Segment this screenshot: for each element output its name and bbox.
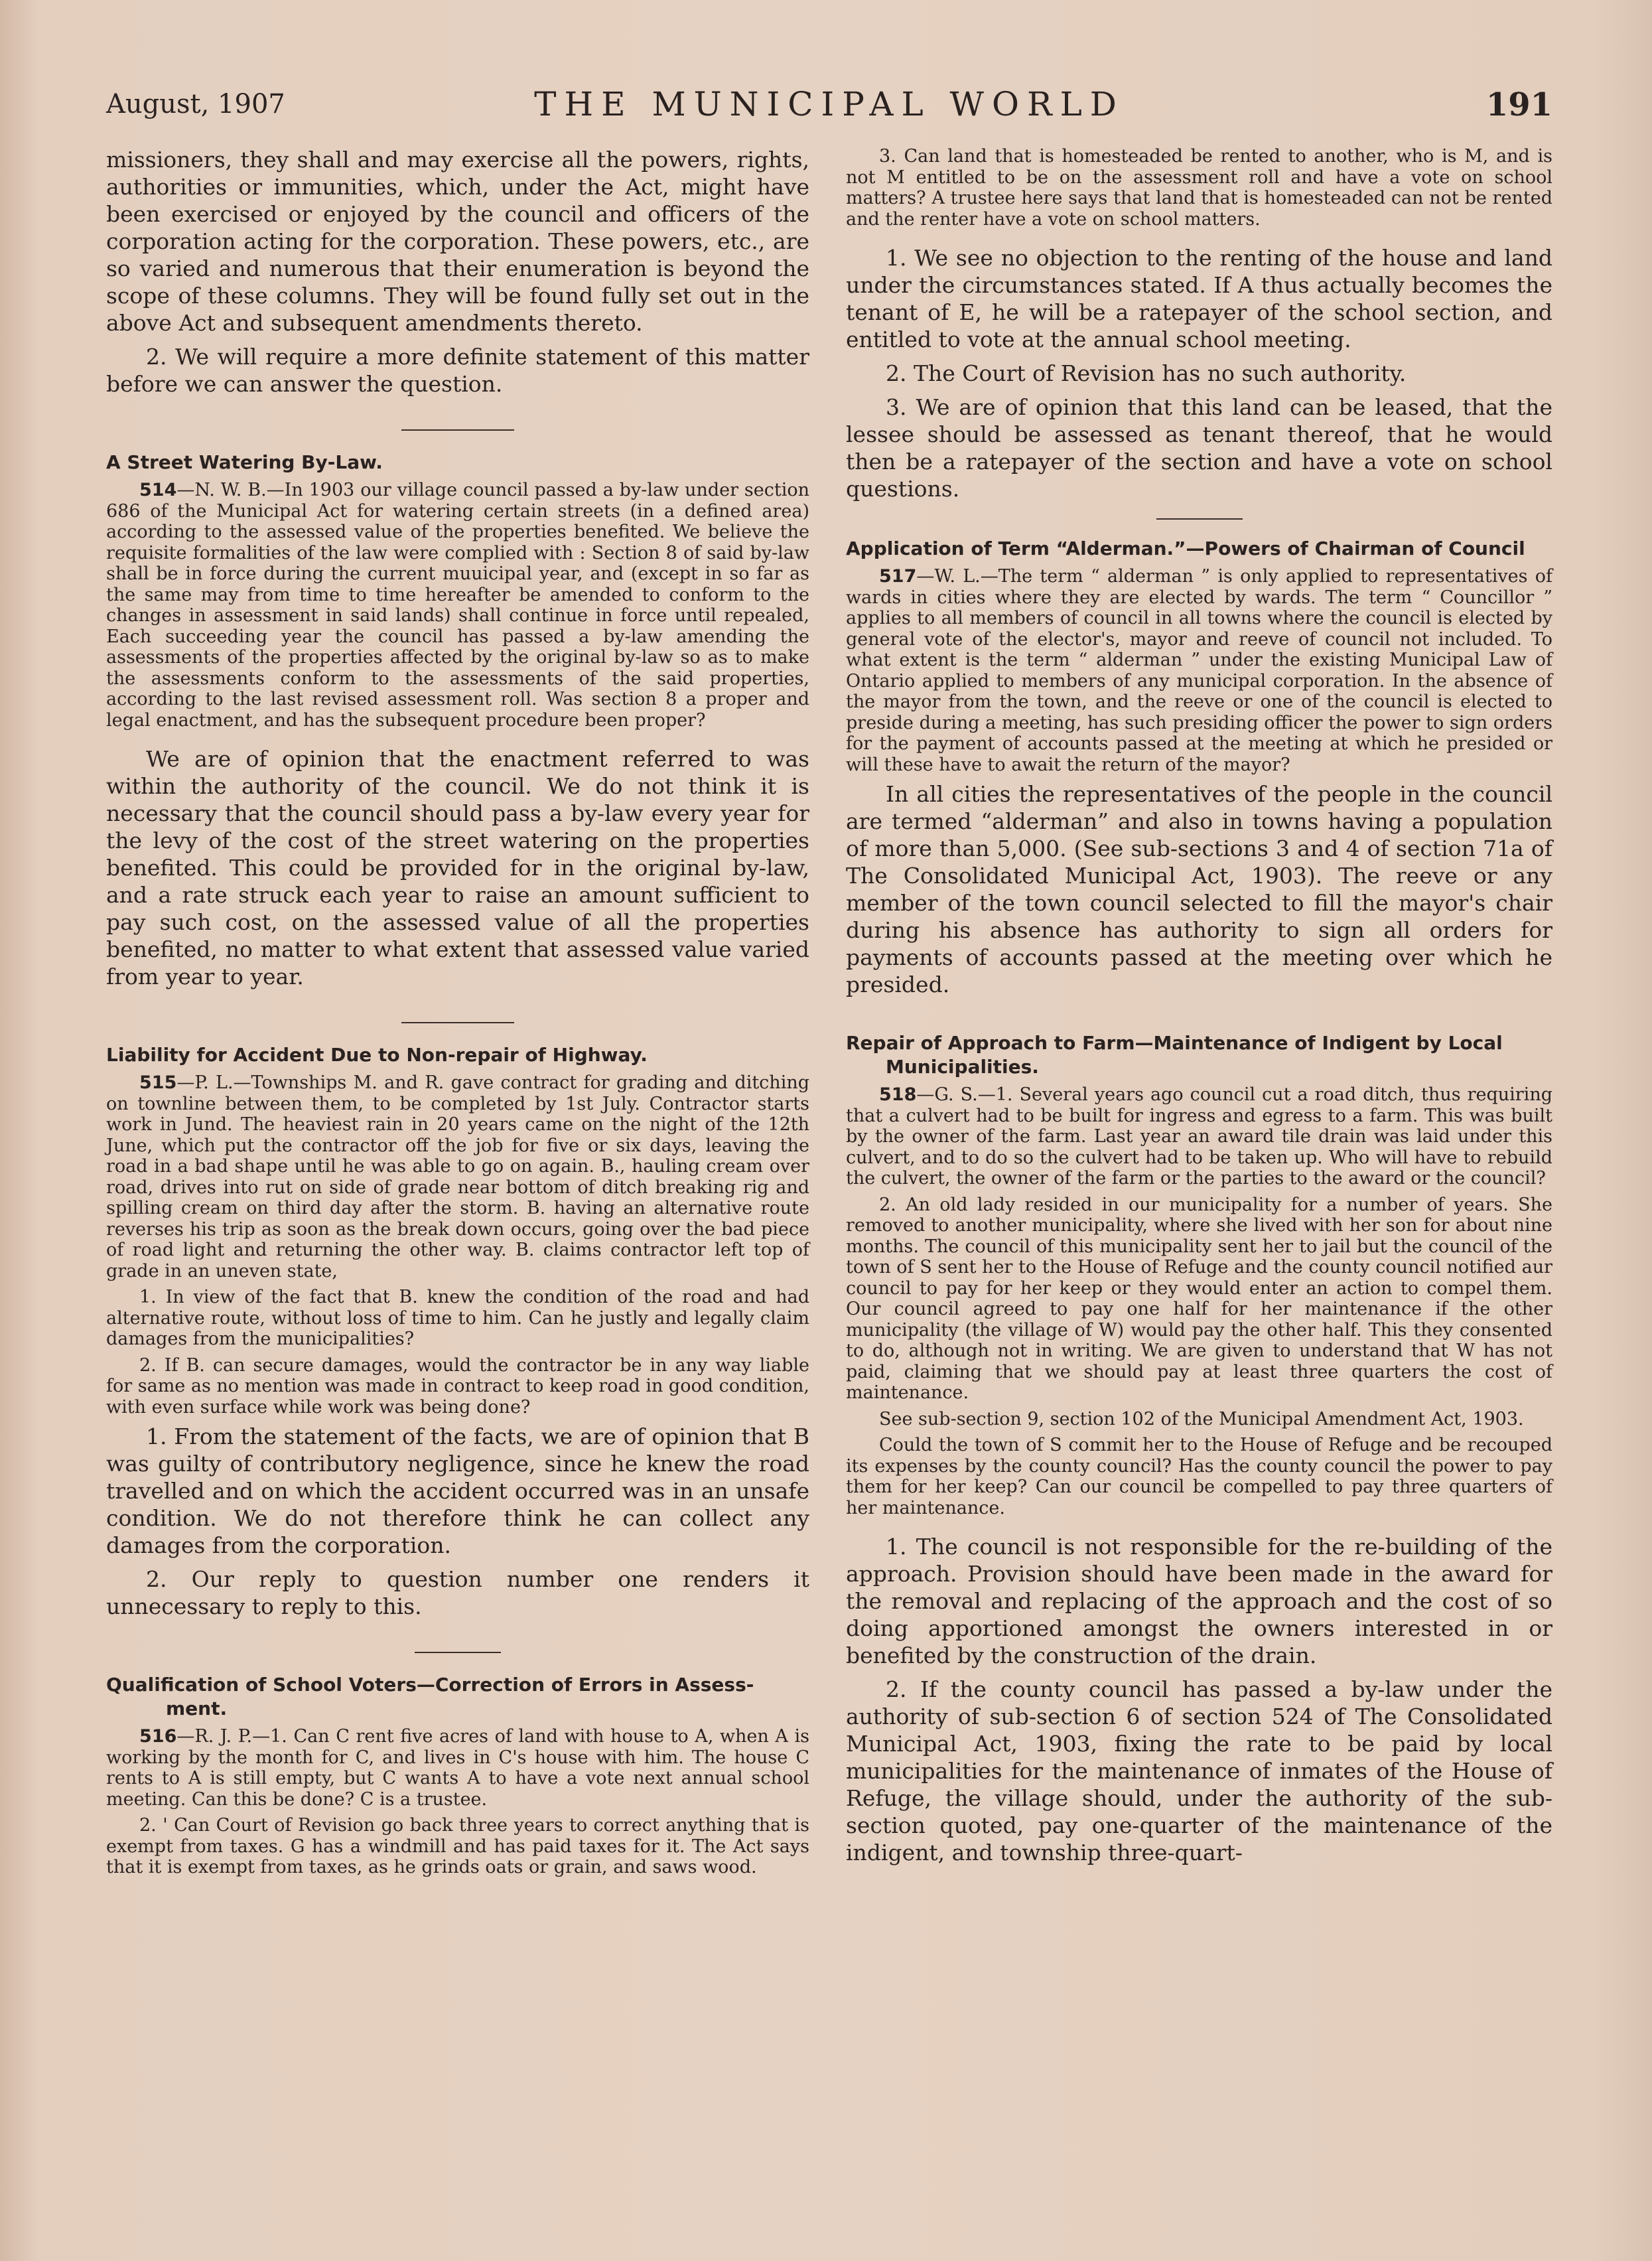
question-text: —R. J. P.—1. Can C rent five acres of land with house to A, when A is working by the month for C, and lives in C's house with him. The house C rents to A is still empty, but C wants A to have a vote next annual school meeting. Can this be done? C is a trustee. — [106, 1726, 809, 1810]
answer-518-part-2: 2. If the county council has passed a by-law under the authority of sub-section 6 of section 524 of The Consolidated Municipal Act, 1903, fixing the rate to be paid by local municipalities for the maintenance of inmates of the House of Refuge, the village should, under the authority of the sub-section quoted, pay one-quarter of the maintenance of the indigent, and township three-quart- — [846, 1676, 1552, 1865]
continued-paragraph: missioners, they shall and may exercise all the powers, rights, authorities or immunities, which, under the Act, might have been exercised or enjoyed by the council and officers of the corporation acting for the corporation. These powers, etc., are so varied and numerous that their enumeration is beyond the scope of these columns. They will be found fully set out in the above Act and subsequent amendments thereto. — [106, 147, 809, 336]
question-heading-514: A Street Watering By-Law. — [106, 451, 383, 473]
question-text: —P. L.—Townships M. and R. gave contract for grading and ditching on townline between them, to be completed by 1st July. Contractor starts work in Jund. The heaviest rain in 20 years came on the night of the 12th June, which put the contractor off the job for five or six days, leaving the road in a bad shape until he was able to go on again. B., hauling cream over road, drives into rut on side of grade near bottom of ditch breaking rig and spilling cream on third day after the storm. B. having an alternative route reverses his trip as soon as the break down occurs, going over the bad piece of road light and returning the other way. B. claims contractor left top of grade in an uneven state, — [106, 1072, 809, 1281]
question-515-part-1: 1. In view of the fact that B. knew the condition of the road and had alternative route, without loss of time to him. Can he justly and legally claim damages from the municipalities? — [106, 1287, 809, 1349]
question-516 — [106, 1726, 809, 1810]
question-heading-517: Application of Term “Alderman.”—Powers of Chairman of Council — [846, 538, 1525, 559]
question-number: 517 — [879, 566, 917, 587]
question-number: 516 — [139, 1726, 177, 1747]
question-heading-516 — [106, 1673, 809, 1721]
right-column — [846, 146, 1552, 1873]
heading-line: ment. — [166, 1698, 228, 1719]
answer-516-part-1: 1. We see no objection to the renting of the house and land under the circumstances stated. If A thus actually becomes the tenant of E, he will be a ratepayer of the school section, and entitled to vote at the annual school meeting. — [846, 245, 1552, 352]
publication-title: THE MUNICIPAL WORLD — [534, 85, 1125, 123]
heading-line: Repair of Approach to Farm—Maintenance of Indigent by Local — [846, 1032, 1503, 1054]
question-number: 514 — [139, 480, 177, 500]
heading-line: Municipalities. — [886, 1056, 1039, 1078]
section-divider — [401, 429, 514, 431]
question-518-reference: See sub-section 9, section 102 of the Municipal Amendment Act, 1903. — [879, 1408, 1524, 1429]
answer-516-part-3: 3. We are of opinion that this land can be leased, that the lessee should be assessed as tenant thereof, that he would then be a ratepayer of the section and have a vote on school questions. — [846, 394, 1552, 502]
section-divider — [1156, 518, 1243, 520]
question-516-part-3: 3. Can land that is homesteaded be rented to another, who is M, and is not M entitled to be on the assessment roll and have a vote on school matters? A trustee here says that land that is homesteaded can not be rented and the renter have a vote on school matters. — [846, 146, 1552, 230]
left-column — [106, 146, 809, 1883]
answer-516-part-2: 2. The Court of Revision has no such authority. — [886, 360, 1407, 386]
issue-date: August, 1907 — [106, 89, 285, 119]
answer-515-part-2: 2. Our reply to question number one renders it unnecessary to reply to this. — [106, 1566, 809, 1619]
question-text: —N. W. B.—In 1903 our village council passed a by-law under section 686 of the Municipal Act for watering certain streets (in a defined area) according to the assessed value of the properties benefited. We believe the requisite formalities of the law were complied with : Section 8 of said by-law shall be in force during the current muuicipal year, and (except in so far as the same may from time to time hereafter be amended to conform to the changes in assessment in said lands) shall continue in force until repealed, Each succeeding year the council has passed a by-law amending the assessments of the properties affected by the original by-law so as to make the assessments conform to the assessments of the said properties, according to the last revised assessment roll. Was section 8 a proper and legal enactment, and has the subsequent procedure been proper? — [106, 480, 809, 731]
question-heading-518 — [846, 1031, 1552, 1079]
answer-518-part-1: 1. The council is not responsible for the re-building of the approach. Provision should have been made in the award for the removal and replacing of the approach and the cost of so doing apportioned amongst the owners interested in or benefited by the construction of the drain. — [846, 1534, 1552, 1668]
question-518-part-3: Could the town of S commit her to the House of Refuge and be recouped its expenses by the county council? Has the county council the power to pay them for her keep? Can our council be compelled to pay three quarters of her maintenance. — [846, 1435, 1552, 1518]
question-heading-515: Liability for Accident Due to Non-repair of Highway. — [106, 1044, 648, 1066]
question-515-part-2: 2. If B. can secure damages, would the contractor be in any way liable for same as no mention was made in contract to keep road in good condition, with even surface while work was being done? — [106, 1354, 809, 1418]
question-517 — [846, 566, 1552, 775]
question-number: 518 — [879, 1084, 917, 1105]
question-number: 515 — [139, 1072, 177, 1093]
question-text: —G. S.—1. Several years ago council cut a road ditch, thus requiring that a culvert had to be built for ingress and egress to a farm. This was built by the owner of the farm. Last year an award tile drain was laid under this culvert, and to do so the culvert had to be taken up. Who will have to rebuild the culvert, the owner of the farm or the parties to the award or the council? — [846, 1084, 1552, 1189]
page-number: 191 — [1485, 86, 1552, 123]
section-divider — [401, 1022, 514, 1023]
question-516-part-2: 2. ' Can Court of Revision go back three years to correct anything that is exempt from taxes. G has a windmill and has paid taxes for it. The Act says that it is exempt from taxes, as he grinds oats or grain, and saws wood. — [106, 1815, 809, 1877]
heading-line: Qualification of School Voters—Correction of Errors in Assess- — [106, 1674, 754, 1696]
question-518 — [846, 1084, 1552, 1189]
answer-517: In all cities the representatives of the people in the council are termed “alderman” and also in towns having a population of more than 5,000. (See sub-sections 3 and 4 of section 71a of The Consolidated Municipal Act, 1903). The reeve or any member of the town council selected to fill the mayor's chair during his absence has authority to sign all orders for payments of accounts passed at the meeting over which he presided. — [846, 781, 1552, 997]
question-515 — [106, 1072, 809, 1281]
answer-514: We are of opinion that the enactment referred to was within the authority of the council. We do not think it is necessary that the council should pass a by-law every year for the levy of the cost of the street watering on the properties benefited. This could be provided for in the original by-law, and a rate struck each year to raise an amount sufficient to pay such cost, on the assessed value of all the properties benefited, no matter to what extent that assessed value varied from year to year. — [106, 746, 809, 989]
page-header — [106, 80, 1552, 126]
answer-515-part-1: 1. From the statement of the facts, we are of opinion that B was guilty of contributory negligence, since he knew the road travelled and on which the accident occurred was in an unsafe condition. We do not therefore think he can collect any damages from the corporation. — [106, 1423, 809, 1558]
question-518-part-2: 2. An old lady resided in our municipality for a number of years. She removed to another municipality, where she lived with her son for about nine months. The council of this municipality sent her to jail but the council of the town of S sent her to the House of Refuge and the county council notified aur council to pay for her keep or they would enter an action to compel them. Our council agreed to pay one half for her maintenance if the other municipality (the village of W) would pay the other half. This they consented to do, although not in writing. We are given to understand that W has not paid, claiming that we should pay at least three quarters the cost of maintenance. — [846, 1194, 1552, 1403]
section-divider — [415, 1652, 501, 1653]
answer-paragraph: 2. We will require a more definite statement of this matter before we can answer the question. — [106, 344, 809, 397]
question-514 — [106, 480, 809, 731]
question-text: —W. L.—The term “ alderman ” is only applied to representatives of wards in cities where they are elected by wards. The term “ Councillor ” applies to all members of council in all towns where the council is elected by general vote of the elector's, mayor and reeve of council not included. To what extent is the term “ alderman ” under the existing Municipal Law of Ontario applied to members of any municipal corporation. In the absence of the mayor from the town, and the reeve or one of the council is elected to preside during a meeting, has such presiding officer the power to sign orders for the payment of accounts passed at the meeting at which he presided or will these have to await the return of the mayor? — [846, 566, 1552, 775]
